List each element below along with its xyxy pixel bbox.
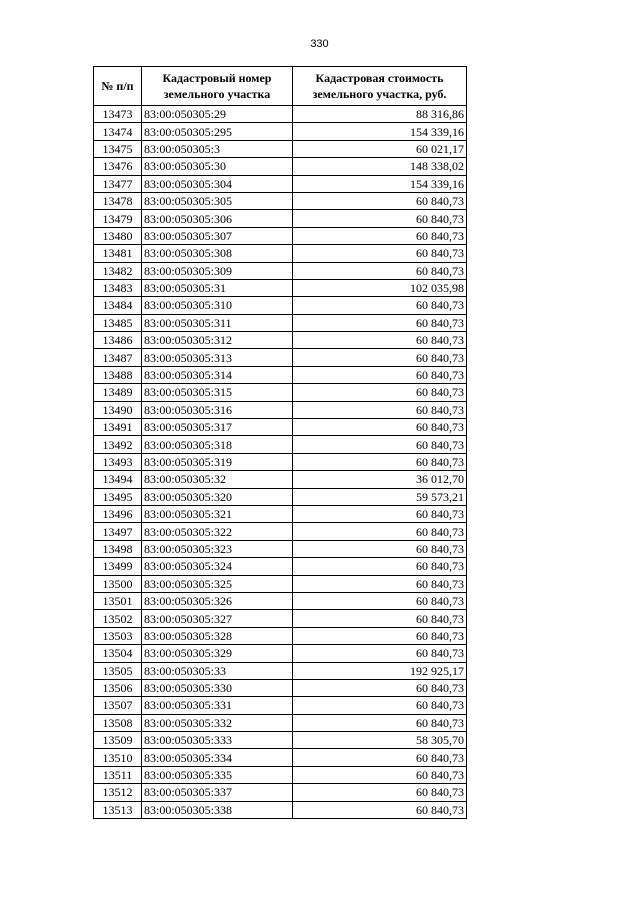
page-number: 330 [310, 38, 329, 50]
cadastral-value: 60 840,73 [293, 645, 467, 662]
table-row [94, 453, 467, 470]
cadastral-value: 60 840,73 [293, 714, 467, 731]
table-row [94, 505, 467, 522]
row-number: 13511 [94, 766, 142, 783]
table-row [94, 245, 467, 262]
table-row [94, 279, 467, 296]
table-row [94, 784, 467, 801]
row-number: 13476 [94, 158, 142, 175]
cadastral-value: 60 840,73 [293, 523, 467, 540]
row-number: 13498 [94, 540, 142, 557]
row-number: 13483 [94, 279, 142, 296]
cadastral-value: 60 840,73 [293, 384, 467, 401]
cadastral-value: 60 840,73 [293, 227, 467, 244]
cadastral-number: 83:00:050305:337 [142, 784, 293, 801]
cadastral-number: 83:00:050305:318 [142, 436, 293, 453]
cadastral-number: 83:00:050305:311 [142, 314, 293, 331]
cadastral-number: 83:00:050305:325 [142, 575, 293, 592]
cadastral-number: 83:00:050305:314 [142, 366, 293, 383]
cadastral-value: 60 021,17 [293, 140, 467, 157]
cadastral-number: 83:00:050305:3 [142, 140, 293, 157]
table-row [94, 401, 467, 418]
row-number: 13513 [94, 801, 142, 818]
cadastral-value: 60 840,73 [293, 349, 467, 366]
cadastral-number: 83:00:050305:327 [142, 610, 293, 627]
row-number: 13486 [94, 332, 142, 349]
row-number: 13485 [94, 314, 142, 331]
table-row [94, 662, 467, 679]
table-row [94, 210, 467, 227]
header-cadastral-value [293, 67, 467, 106]
table-row [94, 140, 467, 157]
cadastral-number: 83:00:050305:309 [142, 262, 293, 279]
row-number: 13482 [94, 262, 142, 279]
cadastral-value: 60 840,73 [293, 540, 467, 557]
row-number: 13490 [94, 401, 142, 418]
table-row [94, 349, 467, 366]
table-row [94, 697, 467, 714]
cadastral-value: 60 840,73 [293, 192, 467, 209]
table-row [94, 366, 467, 383]
table-row [94, 471, 467, 488]
cadastral-value: 148 338,02 [293, 158, 467, 175]
row-number: 13493 [94, 453, 142, 470]
row-number: 13505 [94, 662, 142, 679]
cadastral-value: 60 840,73 [293, 610, 467, 627]
cadastral-value: 60 840,73 [293, 505, 467, 522]
cadastral-value: 60 840,73 [293, 210, 467, 227]
row-number: 13487 [94, 349, 142, 366]
cadastral-number: 83:00:050305:33 [142, 662, 293, 679]
row-number: 13508 [94, 714, 142, 731]
cadastral-number: 83:00:050305:316 [142, 401, 293, 418]
cadastral-number: 83:00:050305:333 [142, 732, 293, 749]
row-number: 13475 [94, 140, 142, 157]
table-row [94, 732, 467, 749]
row-number: 13510 [94, 749, 142, 766]
cadastral-value: 102 035,98 [293, 279, 467, 296]
row-number: 13477 [94, 175, 142, 192]
row-number: 13491 [94, 419, 142, 436]
cadastral-value: 60 840,73 [293, 314, 467, 331]
table-row [94, 749, 467, 766]
row-number: 13506 [94, 679, 142, 696]
row-number: 13495 [94, 488, 142, 505]
cadastral-value: 192 925,17 [293, 662, 467, 679]
cadastral-value: 60 840,73 [293, 297, 467, 314]
table-row [94, 175, 467, 192]
header-cadastral-number-line2: земельного участка [163, 87, 271, 101]
cadastral-number: 83:00:050305:323 [142, 540, 293, 557]
table-row [94, 192, 467, 209]
cadastral-value: 60 840,73 [293, 419, 467, 436]
cadastral-number: 83:00:050305:315 [142, 384, 293, 401]
cadastral-value: 60 840,73 [293, 679, 467, 696]
cadastral-number: 83:00:050305:305 [142, 192, 293, 209]
table-body [94, 106, 467, 819]
row-number: 13497 [94, 523, 142, 540]
cadastral-value: 60 840,73 [293, 262, 467, 279]
cadastral-number: 83:00:050305:330 [142, 679, 293, 696]
cadastral-number: 83:00:050305:308 [142, 245, 293, 262]
row-number: 13474 [94, 123, 142, 140]
table-row [94, 575, 467, 592]
table-row [94, 558, 467, 575]
cadastral-value: 59 573,21 [293, 488, 467, 505]
row-number: 13504 [94, 645, 142, 662]
cadastral-number: 83:00:050305:317 [142, 419, 293, 436]
cadastral-value: 60 840,73 [293, 575, 467, 592]
header-number [94, 67, 142, 106]
cadastral-number: 83:00:050305:320 [142, 488, 293, 505]
row-number: 13494 [94, 471, 142, 488]
cadastral-value: 58 305,70 [293, 732, 467, 749]
cadastral-value: 154 339,16 [293, 123, 467, 140]
cadastral-value: 88 316,86 [293, 106, 467, 123]
table-row [94, 436, 467, 453]
cadastral-value: 60 840,73 [293, 784, 467, 801]
cadastral-number: 83:00:050305:329 [142, 645, 293, 662]
cadastral-number: 83:00:050305:319 [142, 453, 293, 470]
cadastral-number: 83:00:050305:335 [142, 766, 293, 783]
cadastral-number: 83:00:050305:331 [142, 697, 293, 714]
header-cadastral-number [142, 67, 293, 106]
row-number: 13489 [94, 384, 142, 401]
row-number: 13512 [94, 784, 142, 801]
row-number: 13488 [94, 366, 142, 383]
cadastral-number: 83:00:050305:306 [142, 210, 293, 227]
cadastral-number: 83:00:050305:295 [142, 123, 293, 140]
row-number: 13473 [94, 106, 142, 123]
cadastral-number: 83:00:050305:313 [142, 349, 293, 366]
row-number: 13499 [94, 558, 142, 575]
table-row [94, 314, 467, 331]
cadastral-value: 60 840,73 [293, 245, 467, 262]
table-row [94, 488, 467, 505]
cadastral-number: 83:00:050305:321 [142, 505, 293, 522]
table-row [94, 227, 467, 244]
table-header [94, 67, 467, 106]
cadastral-number: 83:00:050305:304 [142, 175, 293, 192]
table-row [94, 523, 467, 540]
table-row [94, 419, 467, 436]
table-row [94, 714, 467, 731]
row-number: 13481 [94, 245, 142, 262]
cadastral-number: 83:00:050305:312 [142, 332, 293, 349]
table-row [94, 610, 467, 627]
cadastral-value: 60 840,73 [293, 592, 467, 609]
cadastral-value: 36 012,70 [293, 471, 467, 488]
cadastral-value: 60 840,73 [293, 749, 467, 766]
cadastral-value: 154 339,16 [293, 175, 467, 192]
cadastral-number: 83:00:050305:334 [142, 749, 293, 766]
row-number: 13492 [94, 436, 142, 453]
cadastral-value: 60 840,73 [293, 627, 467, 644]
cadastral-number: 83:00:050305:310 [142, 297, 293, 314]
table-row [94, 262, 467, 279]
cadastral-value: 60 840,73 [293, 766, 467, 783]
table-row [94, 592, 467, 609]
cadastral-number: 83:00:050305:31 [142, 279, 293, 296]
cadastral-number: 83:00:050305:328 [142, 627, 293, 644]
cadastral-value: 60 840,73 [293, 558, 467, 575]
header-cadastral-value-line1: Кадастровая стоимость [315, 71, 444, 85]
cadastral-number: 83:00:050305:307 [142, 227, 293, 244]
table-row [94, 332, 467, 349]
cadastral-number: 83:00:050305:332 [142, 714, 293, 731]
row-number: 13480 [94, 227, 142, 244]
row-number: 13478 [94, 192, 142, 209]
row-number: 13507 [94, 697, 142, 714]
cadastral-number: 83:00:050305:29 [142, 106, 293, 123]
table-row [94, 297, 467, 314]
row-number: 13501 [94, 592, 142, 609]
table-row [94, 158, 467, 175]
header-row [94, 67, 467, 106]
table-row [94, 123, 467, 140]
table-row [94, 627, 467, 644]
cadastral-value: 60 840,73 [293, 697, 467, 714]
cadastral-number: 83:00:050305:32 [142, 471, 293, 488]
cadastral-number: 83:00:050305:30 [142, 158, 293, 175]
header-number-label: № п/п [101, 79, 134, 93]
cadastral-value: 60 840,73 [293, 366, 467, 383]
row-number: 13496 [94, 505, 142, 522]
cadastral-number: 83:00:050305:338 [142, 801, 293, 818]
cadastral-value: 60 840,73 [293, 801, 467, 818]
cadastral-value: 60 840,73 [293, 332, 467, 349]
cadastral-number: 83:00:050305:324 [142, 558, 293, 575]
table-row [94, 766, 467, 783]
row-number: 13484 [94, 297, 142, 314]
cadastral-value: 60 840,73 [293, 401, 467, 418]
cadastre-table [93, 66, 467, 819]
table-row [94, 801, 467, 818]
cadastral-value: 60 840,73 [293, 436, 467, 453]
table-row [94, 645, 467, 662]
header-cadastral-number-line1: Кадастровый номер [162, 71, 272, 85]
header-cadastral-value-line2: земельного участка, руб. [312, 87, 447, 101]
cadastral-value: 60 840,73 [293, 453, 467, 470]
cadastral-number: 83:00:050305:322 [142, 523, 293, 540]
cadastral-number: 83:00:050305:326 [142, 592, 293, 609]
table-row [94, 106, 467, 123]
row-number: 13503 [94, 627, 142, 644]
table-row [94, 384, 467, 401]
row-number: 13502 [94, 610, 142, 627]
row-number: 13479 [94, 210, 142, 227]
table-row [94, 540, 467, 557]
table-row [94, 679, 467, 696]
row-number: 13509 [94, 732, 142, 749]
row-number: 13500 [94, 575, 142, 592]
